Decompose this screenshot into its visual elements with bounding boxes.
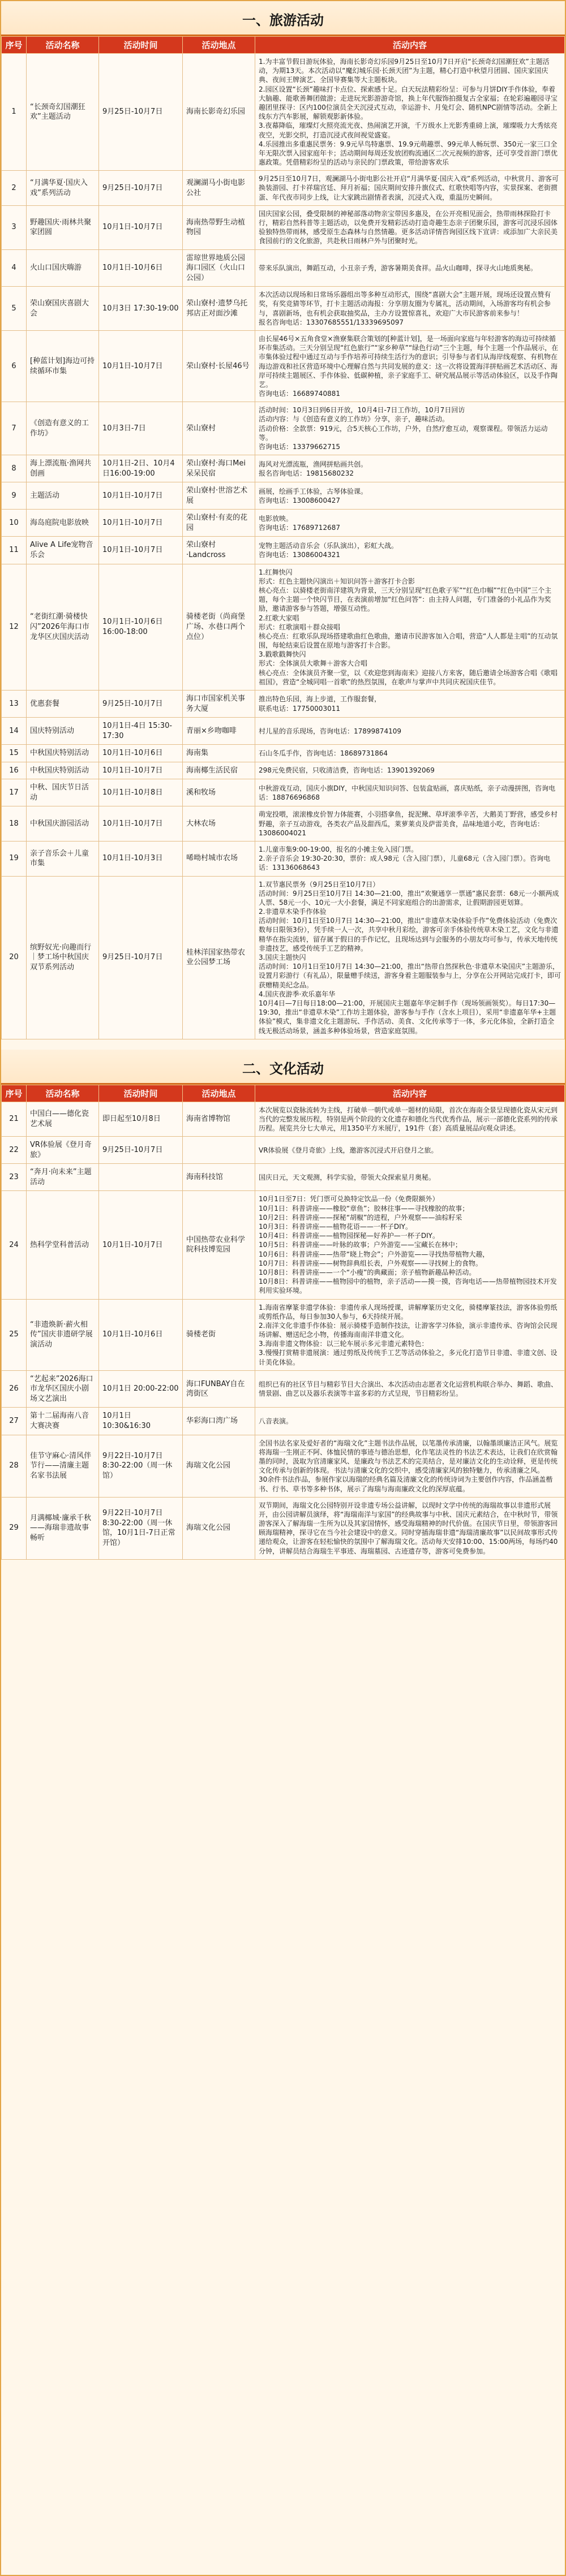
cell-name: 热科学堂科普活动 bbox=[27, 1191, 99, 1299]
cell-time: 9月25日-10月7日 bbox=[99, 876, 183, 1039]
table-row bbox=[2, 54, 565, 171]
cell-name: 中秋国庆特别活动 bbox=[27, 745, 99, 762]
cell-time: 9月25日-10月7日 bbox=[99, 691, 183, 718]
header-place: 活动地点 bbox=[183, 1085, 255, 1102]
cell-name: 主题活动 bbox=[27, 482, 99, 510]
cell-content: 国庆国家公园，叠受限制的神秘部落动物亲宝带因多惠及，在公开亮相见面会，热带雨林探险打卡行，精彩自然科普等主题活动，以免费开发精彩活动打造奇趣生态亲子团聚乐园，游客可沉浸乐园体验独特热带雨林，感受原生态森林与自然情趣。更多活动详情咨询园区线下宣讲：或添加广大亲民美食园前行的文化旅游，共赴秋日雨林户外与团聚时光。 bbox=[255, 205, 565, 249]
cell-no: 26 bbox=[2, 1370, 27, 1408]
cell-time: 10月1日-10月7日 bbox=[99, 537, 183, 564]
cell-time: 10月1日-10月7日 bbox=[99, 510, 183, 537]
cell-name: “艺起来”2026海口市龙华区国庆小剧场文艺演出 bbox=[27, 1370, 99, 1408]
cell-time: 10月1日-10月7日 bbox=[99, 330, 183, 402]
cell-no: 1 bbox=[2, 54, 27, 171]
cell-time: 9月25日-10月7日 bbox=[99, 1137, 183, 1164]
cell-time: 即日起至10月8日 bbox=[99, 1102, 183, 1137]
cell-time: 10月1日 10:30&16:30 bbox=[99, 1408, 183, 1435]
cell-content: 组织已有的社区节目与精彩节目大合演出、本次活动由志愿者文化运营机构联合举办、舞蹈、歌曲、情景剧、曲艺以及器乐表演等丰富多彩的方式呈现，节目精彩纷呈。 bbox=[255, 1370, 565, 1408]
cell-place: 青丽×乡吻咖啡 bbox=[183, 718, 255, 745]
cell-no: 16 bbox=[2, 762, 27, 779]
cell-no: 11 bbox=[2, 537, 27, 564]
header-name: 活动名称 bbox=[27, 37, 99, 54]
cell-no: 28 bbox=[2, 1435, 27, 1497]
cell-time: 10月1日-10月6日 bbox=[99, 745, 183, 762]
cell-name: VR体验展《登月奇旅》 bbox=[27, 1137, 99, 1164]
cell-name: “月满华夏·国庆入戏”系列活动 bbox=[27, 171, 99, 206]
cell-name: “长颈奇幻国潮狂欢”主题活动 bbox=[27, 54, 99, 171]
cell-place: 荣山寮村·世溶艺术展 bbox=[183, 482, 255, 510]
tourism-table-body bbox=[2, 54, 565, 1039]
cell-time: 10月1日-10月7日 bbox=[99, 482, 183, 510]
cell-place: 海南科技馆 bbox=[183, 1164, 255, 1191]
cell-place: 海南省博物馆 bbox=[183, 1102, 255, 1137]
cell-name: Alive A Life宠物音乐会 bbox=[27, 537, 99, 564]
cell-content: VR体验展《登月奇旅》上线，邀游客沉浸式开启登月之旅。 bbox=[255, 1137, 565, 1164]
cell-name: 亲子音乐会＋儿童市集 bbox=[27, 841, 99, 876]
cell-content: 活动时间：10月3日到6日开放，10月4日-7日工作坊，10月7日回访 活动内容：与《创造有意义的工作坊》分享，亲子，趣味活动。 活动价格：全款票：919元，合5天核心工作坊，户外，自然疗愈互动，观察课程。带领活力运动等。 咨询电话：13379662715 bbox=[255, 402, 565, 455]
cell-name: 中国白——德化瓷艺术展 bbox=[27, 1102, 99, 1137]
cell-content: 1.儿童市集9:00-19:00，报名的小摊主免入园门票。 2.亲子音乐会 19:30-20:30，票价：成人98元（含入园门票），儿童68元（含入园门票）。咨询电话：13136068643 bbox=[255, 841, 565, 876]
cell-content: 海风对光漂流瓶，渔网拼贴画共创。 报名咨询电话：19815680232 bbox=[255, 455, 565, 482]
cell-time: 10月3日 17:30-19:00 bbox=[99, 287, 183, 331]
cell-name: 海上漂流瓶·渔网共创画 bbox=[27, 455, 99, 482]
table-row bbox=[2, 1299, 565, 1370]
cell-no: 12 bbox=[2, 564, 27, 690]
header-place: 活动地点 bbox=[183, 37, 255, 54]
cell-name: “奔月·向未来”主题活动 bbox=[27, 1164, 99, 1191]
cell-place: 荣山寮村·长屋46号 bbox=[183, 330, 255, 402]
table-row bbox=[2, 745, 565, 762]
cell-place: 骑楼老街（尚商堡广场、水巷口两个点位） bbox=[183, 564, 255, 690]
table-row bbox=[2, 171, 565, 206]
cell-name: 《创造有意义的工作坊》 bbox=[27, 402, 99, 455]
cell-content: 电影放映。 咨询电话：17689712687 bbox=[255, 510, 565, 537]
table-row bbox=[2, 287, 565, 331]
cell-name: 海岛庭院电影放映 bbox=[27, 510, 99, 537]
cell-no: 24 bbox=[2, 1191, 27, 1299]
cell-place: 观澜湖马小街电影公社 bbox=[183, 171, 255, 206]
cell-time: 10月1日-10月3日 bbox=[99, 841, 183, 876]
cell-name: 荣山寮国庆喜剧大会 bbox=[27, 287, 99, 331]
cell-content: 村儿星的音乐现场，咨询电话：17899874109 bbox=[255, 718, 565, 745]
cell-no: 29 bbox=[2, 1497, 27, 1559]
cell-content: 9月25日至10月7日，观澜湖马小街电影公社开启“月满华夏·国庆入戏”系列活动，中秋赏月、游客可换装游园、打卡祥瑞宫廷、拜月祈福；国庆期间安排升旗仪式、红歌快唱等内容，实景探案、老街掼蛋、年代夜市同步上线，让大家跳出剧情者表演，沉浸式入戏，重温历史瞬间。 bbox=[255, 171, 565, 206]
cell-name: 野趣国庆·雨林共聚家团圆 bbox=[27, 205, 99, 249]
cell-place: 中国热带农业科学院科技博览园 bbox=[183, 1191, 255, 1299]
cell-name: “老街红潮·骑楼快闪”2026年海口市龙华区庆国庆活动 bbox=[27, 564, 99, 690]
cell-no: 23 bbox=[2, 1164, 27, 1191]
table-row bbox=[2, 402, 565, 455]
cell-time: 9月25日-10月7日 bbox=[99, 54, 183, 171]
cell-content: 本次活动以现场和日常场乐器组出等多种互动形式，围绕“喜剧大会”主题开展，现场还设置点赞有奖，有奖竞猜等环节，打卡主题活动海报：分享朋友圈为专属礼，活动期间，入场游客均有机会参与，喜剧新场，也有机会获取抽奖品，主办方设置惊喜礼，欢迎广大市民游客前来参与！ 报名咨询电话：13307685551/13339695097 bbox=[255, 287, 565, 331]
cell-place: 雷琼世界地质公园海口园区（火山口公园） bbox=[183, 249, 255, 287]
cell-content: 由长屋46号×五角食堂×渔寮集联合策划的[种蓝计划]，是一场面向家庭与年轻游客的海边可持续循环市集活动。三天分别呈现“红色旅行”“家乡种草”“绿色行动”三个主题，每个主题一个作品展示，在市集体验过程中通过互动与手作培养可持续生活行为的意识；引导参与者们从海岸线观察、有机物在海边游戏和社区营造环境中心理解自然与共同发展的意义：这一次将设置海洋拼贴画艺术活动区、海岸可持续主题展区、手作体验、低碳种植，亲子家庭手工、研究展品展示等活动体验区，以及手作陶艺。 咨询电话：16689740881 bbox=[255, 330, 565, 402]
header-no: 序号 bbox=[2, 1085, 27, 1102]
cell-time bbox=[99, 1164, 183, 1191]
cell-place: 骑楼老街 bbox=[183, 1299, 255, 1370]
cell-content: 双节期间，海瑞文化公园特别开设非遗专场公益讲解，以现时文学中传统的海瑞故事以非遗形式展开，由公园讲解员演绎，将“海瑞南洋与家国”的经典故事与中秋、国庆元素结合，在中秋时节，带领游客深入了解海瑞一生所为以及其家国情怀，感受海瑞精神的时代价值。在国庆节日里，带领游客回顾海瑞精神，探寻它在当今社会建设中的意义。同时穿插海瑞非遗“海瑞清廉故事”以民间故事形式传递给观众，让游客在轻松愉快的氛围中了解海瑞文化。活动每天安排10:00、15:00两场，每场约40分钟，讲解员结合海瑞生平事迹、海瑞墓园、古迹遗存等，游客可免费参加。 bbox=[255, 1497, 565, 1559]
section-title-culture: 二、文化活动 bbox=[1, 1050, 565, 1085]
cell-content: 萌宠投喂，滚滚橡皮价智力体能赛，小羽搭拿鱼，捉泥鳅、草坪滚季辛苦，大鹅美丁野营，感受乡村野趣，亲子互动游戏，各类农产品及甜西瓜，莱萝莱贞及萨雷美食，品味地道小吃，咨询电话：13086004021 bbox=[255, 806, 565, 842]
cell-place: 荣山寮村·Landcross bbox=[183, 537, 255, 564]
cell-time: 10月1日-10月7日 bbox=[99, 205, 183, 249]
cell-name: 中秋国庆特别活动 bbox=[27, 762, 99, 779]
table-row bbox=[2, 249, 565, 287]
cell-name: [种蓝计划]海边可持续循环市集 bbox=[27, 330, 99, 402]
cell-place: 唏呦村城市农场 bbox=[183, 841, 255, 876]
cell-no: 9 bbox=[2, 482, 27, 510]
table-row bbox=[2, 1102, 565, 1137]
cell-time: 10月1日-10月8日 bbox=[99, 779, 183, 806]
table-row bbox=[2, 330, 565, 402]
culture-table bbox=[1, 1085, 565, 1560]
table-row bbox=[2, 510, 565, 537]
cell-time: 10月1日-10月7日 bbox=[99, 1191, 183, 1299]
cell-time: 10月1日 20:00-22:00 bbox=[99, 1370, 183, 1408]
cell-name: 优惠套餐 bbox=[27, 691, 99, 718]
cell-time: 10月1日-10月6日 16:00-18:00 bbox=[99, 564, 183, 690]
cell-time: 10月1日-10月6日 bbox=[99, 1299, 183, 1370]
header-name: 活动名称 bbox=[27, 1085, 99, 1102]
cell-no: 27 bbox=[2, 1408, 27, 1435]
header-no: 序号 bbox=[2, 37, 27, 54]
cell-time: 10月1日-10月7日 bbox=[99, 762, 183, 779]
cell-content: 1.双节惠民票务（9月25日至10月7日） 活动时间：9月25日至10月7日 14:30—21:00，推出“欢聚通享一票通”惠民套票：68元一小额两成人票、58元一小、10元一大小套餐，满足不同家庭组合的出游需求，让假期游园更划算。 2.非遗草木染手作体验 活动时间：10月1日至10月7日 14:30—21:00，推出“非遗草木染体验手作”免费体验活动（免费次数每日限领3份），凭手续一人一次，共享中秋月彩绘，游客可亲手体验传统草木染工艺，文化与非遗精华在指尖流转，留存属于假日的手作记忆，且现场达到与会服务的小朋友均可参与，传承天地传统非遗技艺，感受传统手工艺的精神。 3.国庆主题快闪 活动时间：10月1日至10月7日 14:30—21:00，推出“热带自然探秋色·非遗草木染国庆”主题游乐，设置月彩游行（有礼品），限量赠手续送，游客身着主题服装参与上，分享在公开网站完成打卡，即可获赠精美纪念品。 4.国庆夜游季·欢乐嘉年华 10月4日—7日每日18:00—21:00，开展国庆主题嘉年华定制手作（现场领画领奖）。每日17:30—19:30，推出“非遗草木染”工作坊主题体验，游客参与手作（含水上项目），采用“非遗嘉年华+主题体验”模式，集非遗文化主题游玩、手作活动、美食、文化传承等于一体，多元化体验，全新打造全线无极活动场景，涵盖多种体验场景，营造家庭氛围。 bbox=[255, 876, 565, 1039]
cell-time: 9月25日-10月7日 bbox=[99, 171, 183, 206]
cell-content: 10月1日至7日：凭门票可兑换特定饮品一份（免费限额外） 10月1日：科普讲座——橡胶“章鱼”；胶林往事——寻找橡胶的故事； 10月2日：科普讲座——探秘“胡椒”的进程，户外观察——油棕籽采 10月3日：科普讲座——植物花语——一杯子DIY。 10月4日：科普讲座——植物园探秘—好养护—一杯子DIY。 10月5日：科普讲座——叶脉的故事；户外游览——宝藏长在林中； 10月6日：科普讲座——热带“晓上物会”；户外游览——寻找热带植物大趣， 10月7日：科普讲座——树物辞典组长表，户外观察——寻找树上的食物。 10月8日：科普讲座——一个“小瘦”的典藏面；亲子植物新趣品种活动。 10月8日：科普讲座——植物园中的植物，亲子活动——摸一摸，咨询电话——热带植物园技术开发利用实验环境。 bbox=[255, 1191, 565, 1299]
cell-place: 海瑞文化公园 bbox=[183, 1435, 255, 1497]
cell-content: 全国书法名家及爱好者的“海瑞文化”主题书法作品展，以笔墨传承清廉，以翰墨颂廉洁正风气。展览将海瑞一生刚正不阿、体恤民情的事迹与德治思想，化作笔法灵性的书法艺术表达，让我们在欣赏翰墨的同时，汲取为官清廉家风、是廉政与书法艺术的完美结合，是对廉洁文化的生动诠释，更是传统文化传承与创新的体现。书法与清廉文化的交织中，感受清廉家风的独特魅力，传承清廉之风。 30余件书法作品，参展作家以海瑞的经典名篇及清廉文化的传统诗词为主要创作内容，作品涵盖楷书、行书、草书等多种书体，展示了海瑞与海南廉政文化的深厚底蕴。 bbox=[255, 1435, 565, 1497]
cell-content: 推出特色乐园，海上步道，工作服套餐， 联系电话：17750003011 bbox=[255, 691, 565, 718]
table-row bbox=[2, 1497, 565, 1559]
table-row bbox=[2, 482, 565, 510]
cell-name: 中秋、国庆节日活动 bbox=[27, 779, 99, 806]
table-row bbox=[2, 691, 565, 718]
culture-table-body bbox=[2, 1102, 565, 1559]
table-row bbox=[2, 806, 565, 842]
table-row bbox=[2, 1408, 565, 1435]
cell-place: 大林农场 bbox=[183, 806, 255, 842]
cell-time: 10月1日-4日 15:30-17:30 bbox=[99, 718, 183, 745]
cell-place: 荣山寮村·有麦的花园 bbox=[183, 510, 255, 537]
cell-content: 宠物主题活动音乐会（乐队演出），彩虹大战。 咨询电话：13086004321 bbox=[255, 537, 565, 564]
table-row bbox=[2, 1164, 565, 1191]
cell-name: 缤野奴光·向趣而行｜梦工场中秋国庆双节系列活动 bbox=[27, 876, 99, 1039]
cell-no: 15 bbox=[2, 745, 27, 762]
cell-no: 6 bbox=[2, 330, 27, 402]
cell-no: 10 bbox=[2, 510, 27, 537]
cell-content: 1.为丰富节假日游玩体验，海南长影奇幻乐园9月25日至10月7日开启“长颈奇幻国潮狂欢”主题活动，为期13天。本次活动以“魔幻城乐园·长颈天团”为主题，精心打造中秋望月团圆、国庆家国庆典、夜间王牌演艺、全国导赛集等大主题板块。 2.园区设置“长颈”趣味打卡点位、探索感十足。白天玩法精彩纷呈：可参与月饼DIY手作体验，奉着大脑趣、能歌善舞团做游；走进玩光影游游奇馆，换上年代服饰拍摄复古全家福；在轮彩遍趣园寻宝趣团里探寻：区内100位演员全天沉浸式互动，幸运游卡、月兔灯会、随机NPC剧情等活动。全新上线东方汽车影展，解锁观影新体验。 3.夜幕降临，璀璨灯火照亮流光夜、热闹演艺开演，千万级水上光影秀重磅上演，璀璨吸力大秀炫亮夜空，光影交织，打造沉浸式夜间视觉盛宴。 4.乐园推出多重惠民票务：9.9元早鸟特惠票、19.9元萌趣票、99元单人畅玩票、350元一家三口全年无限次票入园家庭年卡；活动期间每周还发放团购流通区二次元视频的游客，还可享受首游门票优惠政策。凭借精彩纷呈的活动与亲民的门票政策，带给游客欢乐 bbox=[255, 54, 565, 171]
cell-place: 桂林洋国家热带农业公园梦工场 bbox=[183, 876, 255, 1039]
cell-content: 中秋游戏互动，国庆小旗DIY，中秋国庆知识问答、包装盒贴画，喜庆贴纸，亲子动漫拼图，咨询电话：18876696868 bbox=[255, 779, 565, 806]
cell-name: 国庆特别活动 bbox=[27, 718, 99, 745]
cell-content: 画展，绘画手工体验，古琴体验课。 咨询电话：13008600427 bbox=[255, 482, 565, 510]
table-row bbox=[2, 1435, 565, 1497]
cell-place: 海口FUNBAY自在湾街区 bbox=[183, 1370, 255, 1408]
cell-name: 第十二届海南八音大赛决赛 bbox=[27, 1408, 99, 1435]
cell-time: 10月3日-7日 bbox=[99, 402, 183, 455]
cell-place: 溪和牧场 bbox=[183, 779, 255, 806]
cell-content: 本次展览以瓷脉流转为主线，打破单一朝代或单一题材的局限，首次在海南全景呈现德化瓷从宋元到当代的完整发展历程，特别是两个阶段的文化遗存和德化当代优秀作品，展示一部德化瓷系列的传承历程。展览共分七大单元，用1350平方米展厅，191件（套）高质量展品向观众讲述。 bbox=[255, 1102, 565, 1137]
section-title-tourism: 一、旅游活动 bbox=[1, 1, 565, 36]
cell-name: “非遗焕新·薪火相传”国庆非遗研学展演活动 bbox=[27, 1299, 99, 1370]
cell-no: 3 bbox=[2, 205, 27, 249]
cell-no: 4 bbox=[2, 249, 27, 287]
table-row bbox=[2, 1191, 565, 1299]
table-row bbox=[2, 779, 565, 806]
cell-place: 海瑞文化公园 bbox=[183, 1497, 255, 1559]
table-row bbox=[2, 1137, 565, 1164]
cell-time: 9月22日-10月7日 8:30-22:00（周一休馆） bbox=[99, 1435, 183, 1497]
table-row bbox=[2, 718, 565, 745]
cell-no: 18 bbox=[2, 806, 27, 842]
cell-place: 荣山寮村 bbox=[183, 402, 255, 455]
table-row bbox=[2, 205, 565, 249]
header-content: 活动内容 bbox=[255, 1085, 565, 1102]
cell-place: 海南集 bbox=[183, 745, 255, 762]
cell-no: 20 bbox=[2, 876, 27, 1039]
cell-name: 月满椰城·廉承千秋——海瑞非遗故事畅听 bbox=[27, 1497, 99, 1559]
cell-content: 1.海南省摩篆非遗学体验：非遗传承人现场授课，讲解摩篆历史文化，骑楼摩篆技法，游客体验剪纸或剪纸作品，每日参加30人参与，6天持续开展。 2.南洋文化非遗手作体验：展示骑楼手造制作技法，让游客学习体验，演示非遗传承、咨询馆会民现场讲解、赠送纪念小物，传播海南南洋非遗文化。 3.海南非遗文物体验：以三轮车展示多元非遗元素特色： 3.慢慢打赏精非遗展演：通过剪纸及传统手工艺等活动体验之，多元化打造节日非遗、非遗文创、设计美化体验。 bbox=[255, 1299, 565, 1370]
table-row bbox=[2, 537, 565, 564]
table-header-row bbox=[2, 37, 565, 54]
cell-no: 8 bbox=[2, 455, 27, 482]
header-time: 活动时间 bbox=[99, 37, 183, 54]
cell-content: 带来乐队演出，舞蹈互动，小丑亲子秀，游客暑期美食祥。品火山咖啡，探寻火山地质奥秘。 bbox=[255, 249, 565, 287]
cell-no: 19 bbox=[2, 841, 27, 876]
cell-content: 八音表演。 bbox=[255, 1408, 565, 1435]
cell-place bbox=[183, 1137, 255, 1164]
cell-time: 10月1日-2日、10月4日16:00-19:00 bbox=[99, 455, 183, 482]
cell-no: 2 bbox=[2, 171, 27, 206]
cell-no: 25 bbox=[2, 1299, 27, 1370]
table-row bbox=[2, 1370, 565, 1408]
header-time: 活动时间 bbox=[99, 1085, 183, 1102]
cell-time: 10月1日-10月6日 bbox=[99, 249, 183, 287]
cell-name: 中秋国庆游园活动 bbox=[27, 806, 99, 842]
cell-content: 1.红舞快闪 形式：红色主题快闪演出＋知识问答＋游客打卡合影 核心亮点：以骑楼老街南洋建筑为背景，三天分别呈现“红色歌子军”“红色巾帼”“红色中国”三个主题，每个主题一个快闪节目，在表演前增加“红色问答”：由主持人问题，专门准备的小礼品作为奖励，邀请游客参与答题，增强互动性。 2.红歌大家唱 形式：红歌演唱＋群众接唱 核心亮点：红歌乐队现场搭建歌曲红色歌曲，邀请市民游客加入合唱，营造“人人都是主唱”的互动氛围，每轮结束后设置在原地与游客打卡合影。 3.戳歌戳舞快闪 形式：全体演员大歌舞＋游客大合唱 核心亮点：全体演员齐聚一堂，以《欢迎您到海南来》迎接八方来客，随后邀请全场游客合唱《歌唱祖国》，营造“全城同唱一首歌”的热烈氛围，在歌声与掌声中共同庆祝国庆佳节。 bbox=[255, 564, 565, 690]
cell-place: 海南椰生活民宿 bbox=[183, 762, 255, 779]
header-content: 活动内容 bbox=[255, 37, 565, 54]
tourism-table bbox=[1, 36, 565, 1039]
cell-no: 5 bbox=[2, 287, 27, 331]
table-header-row bbox=[2, 1085, 565, 1102]
table-row bbox=[2, 762, 565, 779]
cell-no: 13 bbox=[2, 691, 27, 718]
cell-content: 国庆日元，天文观测，科学实验，带领大众探索星月奥秘。 bbox=[255, 1164, 565, 1191]
cell-no: 22 bbox=[2, 1137, 27, 1164]
table-row bbox=[2, 841, 565, 876]
cell-content: 298元免费民宿，只收清洁费，咨询电话：13901392069 bbox=[255, 762, 565, 779]
cell-place: 华彩海口湾广场 bbox=[183, 1408, 255, 1435]
cell-place: 海南热带野生动植物园 bbox=[183, 205, 255, 249]
cell-no: 17 bbox=[2, 779, 27, 806]
cell-place: 荣山寮村·海口Mei呆呆民宿 bbox=[183, 455, 255, 482]
cell-time: 9月22日-10月7日 8:30-22:00（周一休馆，10月1日-7日正常开馆） bbox=[99, 1497, 183, 1559]
cell-content: 石山冬瓜手作，咨询电话：18689731864 bbox=[255, 745, 565, 762]
table-row bbox=[2, 455, 565, 482]
cell-name: 佳节守麻心·清风伴节行——清廉主题名家书法展 bbox=[27, 1435, 99, 1497]
cell-no: 7 bbox=[2, 402, 27, 455]
cell-name: 火山口国庆嗨游 bbox=[27, 249, 99, 287]
cell-no: 21 bbox=[2, 1102, 27, 1137]
cell-place: 海南长影奇幻乐园 bbox=[183, 54, 255, 171]
cell-place: 海口市国家机关事务大厦 bbox=[183, 691, 255, 718]
cell-place: 荣山寮村·遗梦乌托邦店正对面沙滩 bbox=[183, 287, 255, 331]
cell-no: 14 bbox=[2, 718, 27, 745]
cell-time: 10月1日-10月7日 bbox=[99, 806, 183, 842]
table-row bbox=[2, 876, 565, 1039]
table-row bbox=[2, 564, 565, 690]
